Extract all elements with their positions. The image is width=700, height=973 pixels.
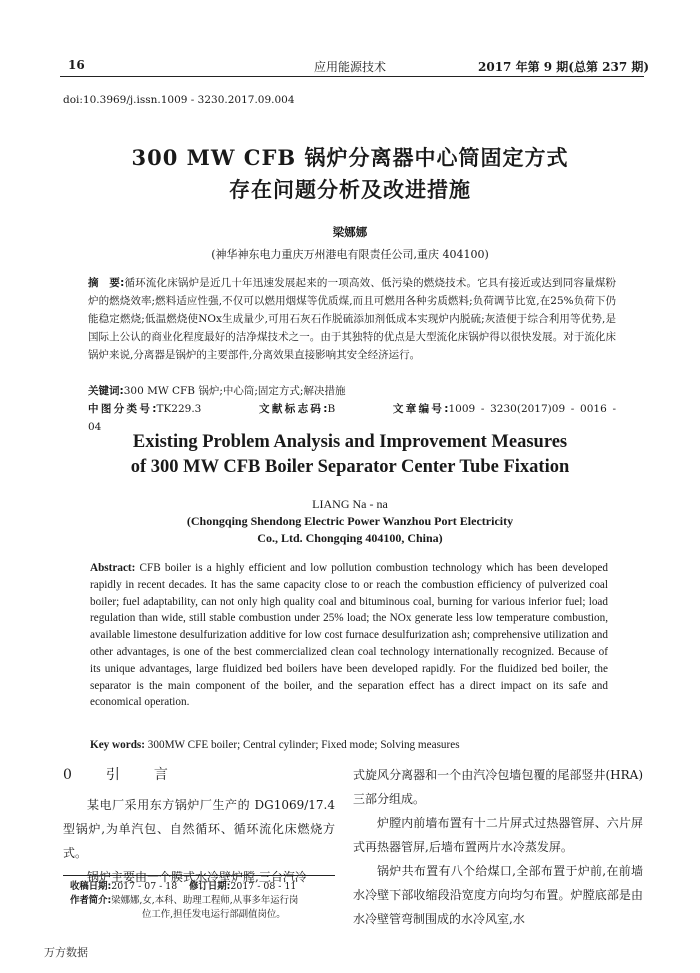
author-en: LIANG Na - na <box>312 497 388 511</box>
abstract-cn <box>88 274 616 364</box>
issue-info: 2017 年第 9 期(总第 237 期) <box>478 60 650 74</box>
abstract-en-text: CFB boiler is a highly efficient and low pollution combustion technology which has been developed rapidly in recent decades. It has the same capacity close to or reach the combustion efficiency of pulverized coal boiler; fuel adaptability, can not only high quality coal and bituminous coal, burning for various inferior fuel; load regulation than wide, still stable combustion under 25% load; the NOx generate less low temperature combustion, available limestone desulfurization additive for low cost furnace desulfurization ash; comprehensive utilization and other advantages, is one of the best commercialized clean coal technology internationally recognized. Because of its unique advantages, large fluidized bed boilers have been developed rapidly. For the fluidized bed boiler, the separator is the main component of the boiler, and the separation effect has a direct impact on its safe and economical operation. <box>90 562 608 709</box>
title-en-line1: Existing Problem Analysis and Improvement Measures <box>132 432 568 452</box>
doi: doi:10.3969/j.issn.1009 - 3230.2017.09.004 <box>63 94 295 106</box>
body-paragraph: 锅炉共布置有八个给煤口,全部布置于炉前,在前墙水冷壁下部收缩段沿宽度方向均匀布置。炉膛底部是由水冷壁管弯制围成的水冷风室,水 <box>353 864 643 926</box>
affiliation-en-line1: (Chongqing Shendong Electric Power Wanzhou Port Electricity <box>186 514 514 528</box>
keywords-cn <box>88 382 616 400</box>
keywords-en-text: 300MW CFE boiler; Central cylinder; Fixed mode; Solving measures <box>147 739 460 751</box>
body-paragraph: 炉膛内前墙布置有十二片屏式过热器管屏、六片屏式再热器管屏,后墙布置两片水冷蒸发屏。 <box>353 816 643 854</box>
title-cn-line2: 存在问题分析及改进措施 <box>229 177 471 202</box>
doc-code: 文献标志码:B <box>259 403 336 415</box>
body-right-column <box>353 763 643 931</box>
abstract-cn-label: 摘 要: <box>88 277 125 289</box>
affiliation-en-line2: Co., Ltd. Chongqing 404100, China) <box>257 531 443 545</box>
body-paragraph: 式旋风分离器和一个由汽冷包墙包覆的尾部竖井(HRA)三部分组成。 <box>353 768 643 806</box>
footnote-bio-cont: 位工作,担任发电运行部副值岗位。 <box>142 909 286 920</box>
keywords-cn-label: 关键词: <box>88 385 124 397</box>
section-heading: 0 引 言 <box>63 767 178 783</box>
clc-number: 中图分类号:TK229.3 <box>88 403 202 415</box>
author-cn: 梁娜娜 <box>332 225 368 239</box>
classification <box>88 400 616 436</box>
abstract-en-label: Abstract: <box>90 562 136 574</box>
keywords-en <box>90 739 460 751</box>
abstract-cn-text: 循环流化床锅炉是近几十年迅速发展起来的一项高效、低污染的燃烧技术。它具有接近或达到同容量煤粉炉的燃烧效率;燃料适应性强,不仅可以燃用烟煤等优质煤,而且可燃用各种劣质燃料;负荷调节比宽,在25%负荷下仍能稳定燃烧;低温燃烧使NOx生成量少,可用石灰石作脱硫添加剂低成本实现炉内脱硫;灰渣便于综合利用等优势,是国际上公认的商业化程度最好的洁净煤技术之一。由于其独特的优点是大型流化床锅炉得以很快发展。对于流化床锅炉来说,分离器是锅炉的主要部件,分离效果直接影响其安全经济运行。 <box>88 277 617 361</box>
title-en-line2: of 300 MW CFB Boiler Separator Center Tube Fixation <box>130 457 570 477</box>
keywords-en-label: Key words: <box>90 739 145 751</box>
body-paragraph: 某电厂采用东方锅炉厂生产的 DG1069/17.4 型锅炉,为单汽包、自然循环、循环流化床燃烧方式。 <box>63 798 335 860</box>
footnote-bio: 作者简介:梁娜娜,女,本科、助理工程师,从事多年运行岗 <box>70 895 299 906</box>
watermark: 万方数据 <box>44 946 88 959</box>
footnote-rule <box>63 875 335 876</box>
abstract-en <box>90 560 608 711</box>
page-number: 16 <box>68 58 85 72</box>
title-cn-line1: 300 MW CFB 锅炉分离器中心筒固定方式 <box>131 145 569 170</box>
affiliation-cn: (神华神东电力重庆万州港电有限责任公司,重庆 404100) <box>211 248 489 261</box>
body-paragraph: 锅炉主要由一个膜式水冷壁炉膛,三台汽冷 <box>87 870 307 884</box>
header-rule <box>60 76 644 77</box>
keywords-cn-text: 300 MW CFB 锅炉;中心筒;固定方式;解决措施 <box>123 385 346 397</box>
footnote-dates: 收稿日期:2017 - 07 - 18 修订日期:2017 - 08 - 11 <box>70 881 297 892</box>
footnote <box>70 880 340 922</box>
article-number: 文章编号:1009 - 3230(2017)09 - 0016 - 04 <box>88 403 616 433</box>
body-left-column <box>63 763 335 889</box>
journal-name: 应用能源技术 <box>314 60 387 74</box>
